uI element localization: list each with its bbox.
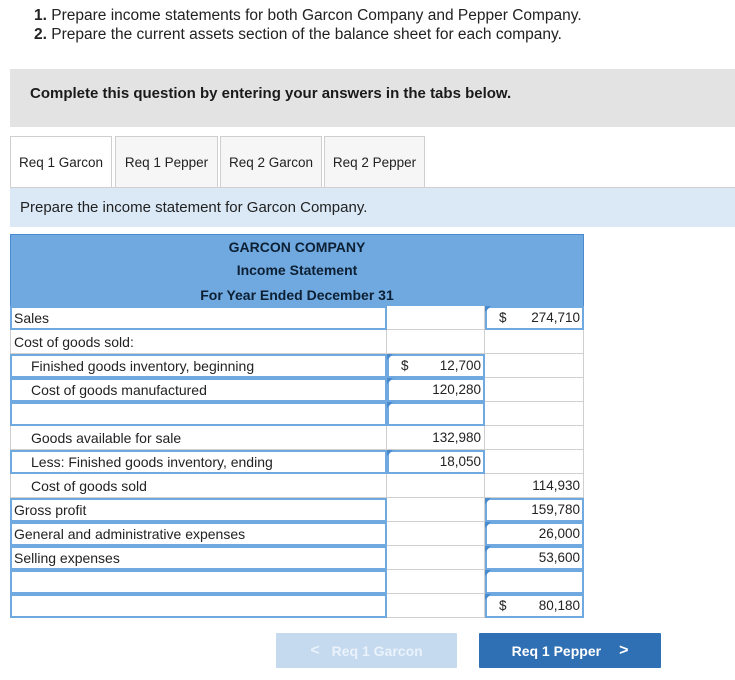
amount-value: 132,980 xyxy=(432,430,481,445)
input-marker-icon xyxy=(387,402,393,408)
row-label[interactable] xyxy=(10,594,387,618)
dollar-sign: $ xyxy=(499,598,507,613)
row-amount-right[interactable] xyxy=(485,546,584,570)
next-button[interactable] xyxy=(479,633,661,668)
row-label[interactable]: Gross profit xyxy=(10,498,387,522)
input-marker-icon xyxy=(387,354,393,360)
row-label[interactable]: Sales xyxy=(10,306,387,330)
instruction-2: 2. Prepare the current assets section of the balance sheet for each company. xyxy=(34,26,562,43)
table-row xyxy=(10,546,584,570)
prev-button-label: Req 1 Garcon xyxy=(331,642,423,659)
row-amount-mid[interactable] xyxy=(387,354,485,378)
amount-value: 120,280 xyxy=(432,382,481,397)
row-amount-mid xyxy=(387,306,485,330)
amount-value: 12,700 xyxy=(439,358,481,373)
prev-button[interactable] xyxy=(276,633,457,668)
statement-title: Income Statement xyxy=(10,258,584,282)
input-marker-icon xyxy=(485,498,491,504)
input-marker-icon xyxy=(485,522,491,528)
instruction-banner xyxy=(10,69,735,127)
dollar-sign: $ xyxy=(499,310,507,325)
table-row xyxy=(10,450,584,474)
amount-value: 18,050 xyxy=(439,454,481,469)
input-marker-icon xyxy=(485,546,491,552)
row-label[interactable]: Selling expenses xyxy=(10,546,387,570)
amount-value: 26,000 xyxy=(538,526,580,541)
tab-req2-garcon[interactable]: Req 2 Garcon xyxy=(220,136,322,187)
input-marker-icon xyxy=(387,450,393,456)
table-row xyxy=(10,570,584,594)
row-amount-mid xyxy=(387,570,485,594)
table-row xyxy=(10,522,584,546)
table-row xyxy=(10,354,584,378)
table-row xyxy=(10,378,584,402)
row-amount-mid xyxy=(387,498,485,522)
row-amount-right xyxy=(485,330,584,354)
dollar-sign: $ xyxy=(401,358,409,373)
instructions xyxy=(34,6,582,44)
row-label: Cost of goods sold: xyxy=(10,330,387,354)
table-row xyxy=(10,498,584,522)
row-amount-right xyxy=(485,378,584,402)
chevron-right-icon: > xyxy=(619,641,629,659)
row-amount-right[interactable] xyxy=(485,570,584,594)
row-amount-right[interactable] xyxy=(485,522,584,546)
table-row xyxy=(10,402,584,426)
instruction-1: 1. Prepare income statements for both Garcon Company and Pepper Company. xyxy=(34,7,582,24)
row-amount-mid[interactable] xyxy=(387,450,485,474)
row-amount-right xyxy=(485,426,584,450)
banner-text: Complete this question by entering your answers in the tabs below. xyxy=(30,85,512,102)
row-amount-mid[interactable] xyxy=(387,378,485,402)
row-label[interactable]: Finished goods inventory, beginning xyxy=(10,354,387,378)
row-amount-right[interactable] xyxy=(485,306,584,330)
table-row xyxy=(10,474,584,498)
tab-req1-pepper[interactable]: Req 1 Pepper xyxy=(115,136,218,187)
amount-value: 53,600 xyxy=(538,550,580,565)
table-row xyxy=(10,426,584,450)
amount-value: 274,710 xyxy=(531,310,580,325)
table-row xyxy=(10,330,584,354)
amount-value: 80,180 xyxy=(538,598,580,613)
chevron-left-icon: < xyxy=(310,641,320,659)
table-row xyxy=(10,594,584,618)
input-marker-icon xyxy=(387,378,393,384)
row-label: Cost of goods sold xyxy=(10,474,387,498)
row-label[interactable] xyxy=(10,402,387,426)
prompt-text: Prepare the income statement for Garcon Company. xyxy=(20,199,368,216)
table-row xyxy=(10,306,584,330)
amount-value: 159,780 xyxy=(531,502,580,517)
row-label[interactable]: Cost of goods manufactured xyxy=(10,378,387,402)
row-amount-mid xyxy=(387,474,485,498)
row-amount-right xyxy=(485,474,584,498)
row-label: Goods available for sale xyxy=(10,426,387,450)
input-marker-icon xyxy=(485,306,491,312)
row-amount-right xyxy=(485,402,584,426)
question-prompt xyxy=(10,188,735,227)
row-amount-right[interactable] xyxy=(485,594,584,618)
amount-value: 114,930 xyxy=(532,478,580,493)
row-amount-mid xyxy=(387,594,485,618)
row-amount-right xyxy=(485,450,584,474)
row-amount-mid xyxy=(387,546,485,570)
input-marker-icon xyxy=(485,570,491,576)
row-label[interactable] xyxy=(10,570,387,594)
row-amount-right xyxy=(485,354,584,378)
input-marker-icon xyxy=(485,594,491,600)
row-amount-right[interactable] xyxy=(485,498,584,522)
statement-company: GARCON COMPANY xyxy=(10,234,584,258)
row-amount-mid xyxy=(387,330,485,354)
tab-req1-garcon[interactable]: Req 1 Garcon xyxy=(10,136,112,187)
row-amount-mid[interactable] xyxy=(387,402,485,426)
row-amount-mid xyxy=(387,522,485,546)
row-label[interactable]: General and administrative expenses xyxy=(10,522,387,546)
next-button-label: Req 1 Pepper xyxy=(511,642,602,659)
tab-req2-pepper[interactable]: Req 2 Pepper xyxy=(324,136,425,187)
statement-period: For Year Ended December 31 xyxy=(10,282,584,306)
row-amount-mid xyxy=(387,426,485,450)
row-label[interactable]: Less: Finished goods inventory, ending xyxy=(10,450,387,474)
